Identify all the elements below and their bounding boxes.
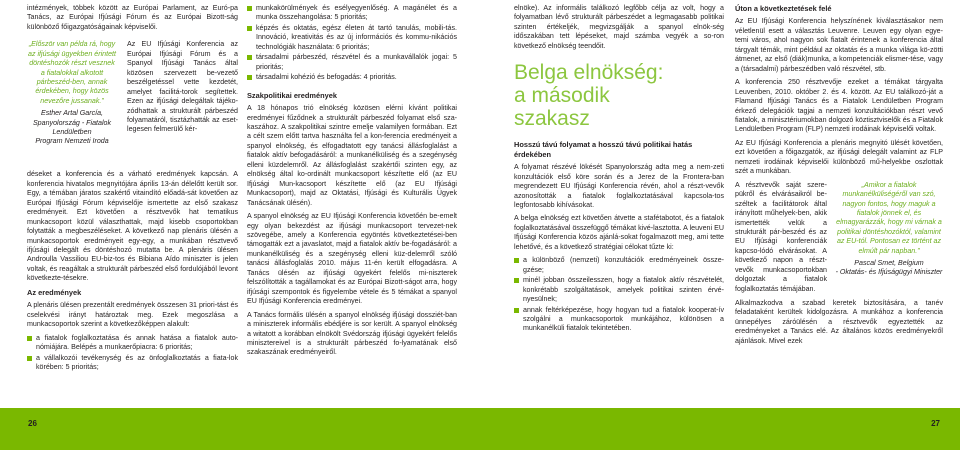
quote-author: Esther Artal García, — [40, 109, 104, 118]
left-column-1 — [27, 4, 238, 376]
policy-paragraph-3: A Tanács formális ülésén a spanyol elnökség ifjúsági dossziét-ban a miniszterek informális ebédjére is sor került. A spanyol elnökség a witatott a korábban elnökölt Svédország ifjúsági ügyekért felelős minisztereivel is a strukturált párbeszéd fo-lyamatának első szakaszának eredményeiről. — [247, 310, 457, 357]
list-item: társadalmi kohézió és befogadás: 4 prioritás. — [247, 73, 457, 82]
section-heading-policy: Szakpolitikai eredmények — [247, 90, 337, 100]
col4-paragraph-2: A konferencia 250 résztvevője ezeket a témákat tárgyalta Leuvenben, 2010. október 2. és 4. között. Az EU találkozó-ját a Flamand Ifjúsági Tanács és a Fiatalok Lendületben Program érkező delegációk tagjai a nemzeti konzultációkban részt vevő fiatalok, a minisztériumokban dolgozó köztisztviselők és a Fiatalok Lendületben Program (FLP) nemzeti irodáinak képviselői voltak. — [735, 78, 943, 134]
left-column-2 — [247, 4, 457, 362]
pull-quote-2 — [835, 181, 943, 278]
page-gutter — [479, 0, 480, 408]
col4-paragraph-5: Alkalmazkodva a szabad keretek biztosítására, a tanév feladataként kerültek kidolgozásra. A munkához a konferencia ünnepélyes záróülésén a résztvevők egyeztették az eredményeket a Tanács elé. Az általános közös eredményekről ajánlások. Mivel ezek — [735, 298, 943, 345]
list-item: társadalmi párbeszéd, részvétel és a munkavállalók jogai: 5 prioritás; — [247, 53, 457, 72]
results-paragraph: A plenáris ülésen prezentált eredmények összesen 31 priori-tást és cselekvési irányt határoztak meg. Ezek megoszlása a munkacsoportok szerint a következőképpen alakult: — [27, 301, 238, 329]
col4-paragraph-3: Az EU Ifjúsági Konferencia a plenáris megnyitó ülését követően, ezt követően a főigazgatók, az ifjúsági delegált valamint az FLP nemzeti irodáinak képviselői különböző mű-helyekbe oszlottak szét a munkában. — [735, 138, 943, 176]
list-item: a fiatalok foglalkoztatása és annak hatása a fiatalok auto-nómiájára. Belépés a munkaerőpiacra: 6 prioritás; — [27, 334, 238, 353]
quote-wrap — [27, 40, 238, 170]
quote-role-2: Program Nemzeti Iroda — [35, 137, 109, 146]
section-heading-long: Hosszú távú folyamat a hosszú távú politikai hatás érdekében — [514, 140, 693, 159]
list-item: a különböző (nemzeti) konzultációk eredményeinek össze-gzése; — [514, 256, 724, 275]
quote-text: „Először van példa rá, hogy az ifjúsági ügyekben érintett döntéshozók részt vesznek a fiatalokkal alkotott párbeszéd-ben, annak érdekében, hogy közös nevezőre jussanak.” — [28, 40, 116, 105]
workgroup-list — [247, 4, 457, 83]
pull-quote — [27, 40, 117, 146]
quote-author: Pascal Smet, Belgium — [854, 258, 924, 267]
results-list — [27, 334, 238, 373]
quote-role: - Oktatás- és Ifjúságügyi Miniszter — [835, 268, 943, 277]
list-item: a vállalkozói tevékenység és az önfoglalkoztatás a fiata-lok körében: 5 prioritás; — [27, 354, 238, 373]
col4-paragraph-4: A résztvevők saját szere-pükről és elvárásaikról be-széltek a facilitátorok által irányított műhelyek-ben, akik ismertették velük a strukturált pár-beszéd és az EU Ifjúsági konferenciák kapcso-lódó elvárásokat. A következő napon a részt-vevők munkacsoportokban dolgoztak a fiatalok foglalkoztatás témájában. — [735, 180, 827, 293]
footer-bar — [0, 408, 960, 450]
quote-wrap-2 — [735, 181, 943, 299]
right-column-1 — [514, 4, 724, 338]
section-heading-results: Az eredmények — [27, 287, 82, 297]
list-item: képzés és oktatás, egész életen át tartó tanulás, mobili-tás. Innováció, kreativitás és az új információs és kommu-nikációs technológiák használata: 6 prioritás; — [247, 24, 457, 52]
quote-role: Spanyolország - Fiatalok Lendületben — [32, 118, 112, 137]
goals-list — [514, 256, 724, 334]
beside-quote-paragraph: Az EU Ifjúsági Konferencia az Európai Ifjúsági Fórum és a Spanyol Ifjúsági Tanács által közösen szervezett be-vezető beszélgetéssel vette kezdetét, amelyet facilitá-torok segítettek. Ezen az ifjúsági delegáltak tájéko-zódhattak a strukturált párbeszéd folyamatáról, tisztázhatták az eset-legesen felmerülő kér- — [127, 40, 238, 134]
intro-paragraph-right: elnöke). Az informális találkozó legfőbb célja az volt, hogy a folyamatban lévő strukturált párbeszédet a legmagasabb politikai szinten értékeljék, megvizsgálják a spanyol elnök-ség időszakában tett lépéseket, majd számba vegyék a so-ron következő elnökség teendőit. — [514, 4, 724, 50]
big-pull-quote: Belga elnökség: a második szakasz — [514, 61, 664, 131]
long-paragraph-1: A folyamat részévé lökését Spanyolország adta meg a nem-zeti konzultációk első köre során és a Jerez de la Frontera-ban megrendezett EU Ifjúsági Konferencia révén, ahol a részt-vevők azonosították a fiatalok foglalkoztatásával kapcsola-tos legfontosabb kihívásokat. — [514, 163, 724, 209]
policy-paragraph-2: A spanyol elnökség az EU Ifjúsági Konferencia követőén be-emelt egy olyan bekezdést az ifjúsági munkacsoport tervezet-nek szövegébe, amely a Konferencia egyöntés következtetései-ben támogatták ezt a javaslatot, majd a fiatalok aktív be-fogadásáról: a munkanélküliség és a szegénység elleni küz-delemről szóló tanácsi állásfoglalás 2010. május 11-én került elfogadásra. A Tanács ülésén az ifjúsági ügyekért felelős mi-niszterek felszólították a tagállamokat és az Európai Bizott-ságot arra, hogy ifjúsági szempontok és figyelembe vétele és 5 témákat a spanyol EU Ifjúsági Konferencia eredményei. — [247, 212, 457, 306]
page-number-left: 26 — [28, 419, 37, 428]
body-paragraph: déseket a konferencia és a várható eredmények kapcsán. A konferencia hivatalos megnyitójára április 13-án délelőtt került sor. Egy, a témában járatos szakértő vitaindító előadá-sát követően az Európai Ifjúsági Fórum képviselője ismertette az első szakasz eredményeit. Ezt követően a résztvevők hat tematikus munkacsoport közül választhattak, majd kisebb csoportokban folytatták a megbeszéléseket. A következő nap plenáris ülésén a munkacsoportok eredményeit egy-egy, a munkában résztvevő ifjúsági delegált és döntéshozó mutatta be. A plenáris ülésen Androulla Vassiliou EU-biz-tos és Bibiana Aído miniszter is jelen voltak, és reagáltak a strukturált párbeszéd első fordulójából levont következte-tésekre. — [27, 170, 238, 283]
policy-paragraph-1: A 18 hónapos trió elnökség közösen elérni kívánt politikai eredményei fűződnek a strukturált párbeszéd folyamat első sza-kaszához. A szakpolitikai szintre emelje valamilyen formában. Ezt a célt szem előtt tartva használta fel a kon-ferencia eredményeit a spanyol elnökség, és elfogadtatott egy tanácsi állásfoglalást a fiatalok aktív befogadásáról: a munkanélküliség és a szegénység elleni küzdelemről. Az állásfoglalást szakértői szinten egy, az elnökség által ko-ordinált munkacsoport készítette elő (az EU Ifjúsági Mun-kacsoport készítette elő (az EU Ifjúsági Munkacsoport), majd az Oktatási, Ifjúsági és Kulturális Ügyek Tanácsának ülésén). — [247, 104, 457, 207]
page-number-right: 27 — [931, 419, 940, 428]
section-heading-conclusions: Úton a következtetések felé — [735, 4, 832, 13]
list-item: minél jobban összeilesszen, hogy a fiatalok aktív részvételét, konkrétabb szolgáltatások, amelyek politikai szinten érvé-nyesülnek; — [514, 276, 724, 304]
list-item: munkakörülmények és esélyegyenlőség. A magánélet és a munka összehangolása: 5 prioritás; — [247, 4, 457, 23]
quote-text: „Amikor a fiatalok munkanélküliségéről van szó, nagyon fontos, hogy maguk a fiatalok jönnek el, és elmagyarázzák, hogy mi várnak a politikai döntéshozóktól, valamint az EU-tól. Pontosan ez történt az elmúlt pár napban.” — [836, 180, 942, 255]
right-column-2 — [735, 4, 943, 350]
list-item: annak feltérképezése, hogy hogyan tud a fiatalok kooperat-ív szolgálni a munkacsoportok munkájához, különösen a munkanélküli fiatalok tekintetében. — [514, 306, 724, 334]
col4-paragraph-1: Az EU Ifjúsági Konferencia helyszínének kiválasztásakor nem véletlenül esett a választás Leuvenre. Leuven egy olyan egye-temi város, ahol nagyon sok fiatalt érintenek a konferencia által tárgyalt témák, mint például az oktatás és a munka világa kö-zötti átmenet, az első (diák)munka, a kompetenciák elismer-tése, vagy a (társadalmi) párbeszédben való részvétel, stb. — [735, 17, 943, 73]
long-paragraph-2: A belga elnökség ezt követően átvette a stafétabotot, és a fiatalok foglalkoztatásával összefüggő témákat kivé-lasztotta. A leuveni EU Ifjúsági Konferencia közös ajánlá-sokat fogalmazott meg, ami tette lehetővé, és a következő stratégiai célokat tűzte ki: — [514, 214, 724, 251]
intro-paragraph: intézmények, többek között az Európai Parlament, az Euró-pa Tanács, az Európai Ifjúsági Fórum és az Európai Bizott-ság különböző főigazgatóságainak képviselői. — [27, 4, 238, 31]
